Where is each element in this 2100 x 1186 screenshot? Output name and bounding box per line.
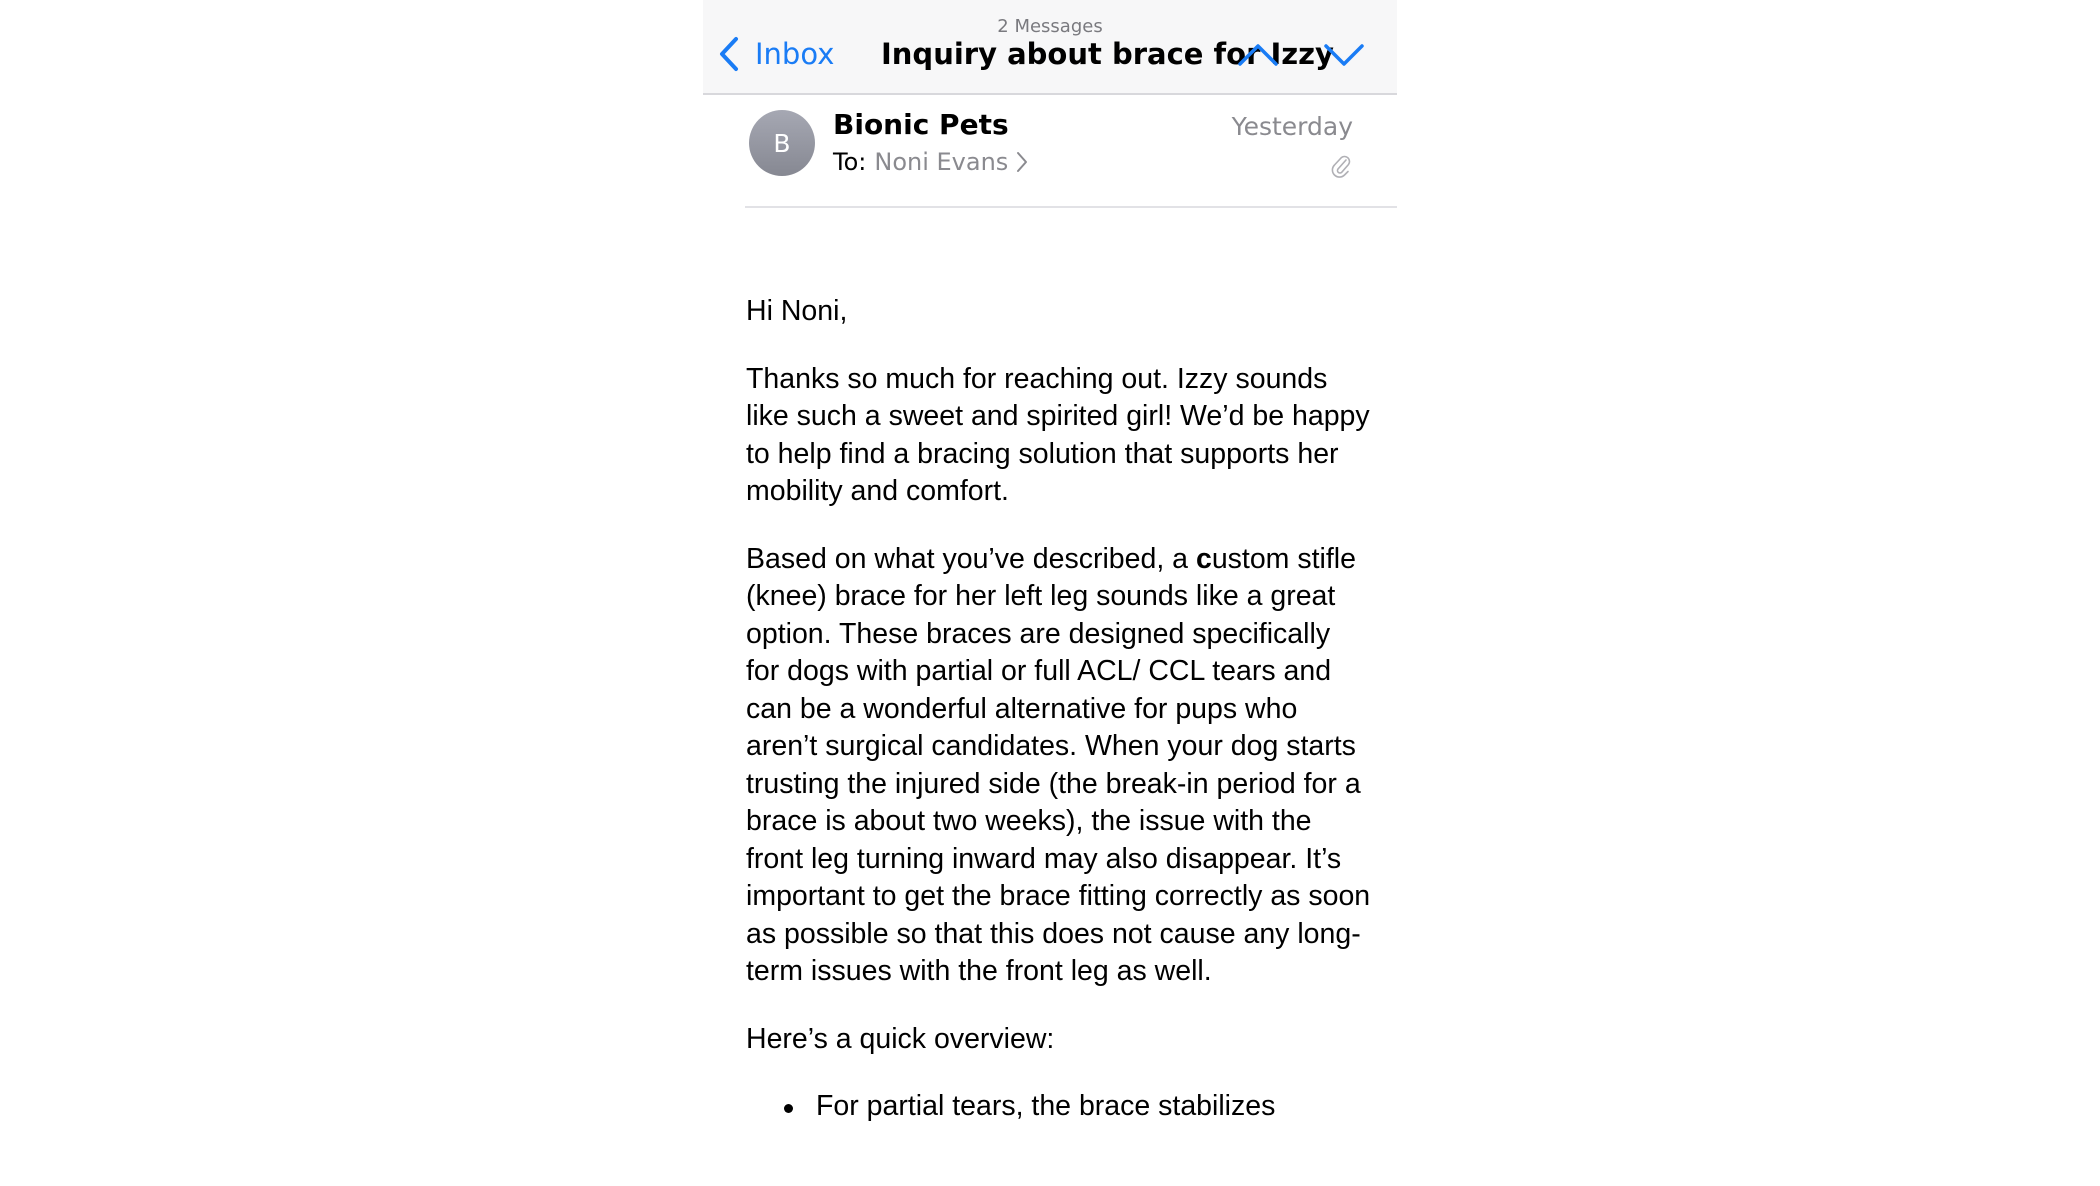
next-message-arrow-icon[interactable] — [1321, 36, 1367, 72]
recipient-line[interactable] — [833, 148, 1028, 176]
greeting: Hi Noni, — [746, 295, 848, 327]
navigation-bar — [703, 0, 1397, 95]
overview-list — [746, 1088, 1371, 1126]
chevron-right-icon — [1016, 151, 1028, 173]
recipient-name[interactable]: Noni Evans — [874, 148, 1009, 176]
chevron-left-icon — [717, 35, 741, 73]
message-body — [746, 293, 1371, 1126]
mail-message-view — [703, 0, 1397, 1186]
avatar: B — [749, 110, 815, 176]
previous-message-arrow-icon[interactable] — [1235, 36, 1281, 72]
list-item: For partial tears, the brace stabilizes — [816, 1088, 1371, 1126]
subject-title: Inquiry about brace for Izzy — [881, 37, 1334, 71]
message-count: 2 Messages — [997, 16, 1103, 37]
back-to-inbox-button[interactable] — [717, 34, 834, 74]
paperclip-icon — [1331, 152, 1351, 178]
paragraph-2-bold: c — [1195, 542, 1212, 575]
sender-name[interactable]: Bionic Pets — [833, 108, 1009, 141]
message-header — [745, 94, 1397, 208]
paragraph-2-prefix: Based on what you’ve described, a — [746, 542, 1196, 575]
to-label: To: — [833, 148, 867, 176]
back-label: Inbox — [755, 37, 835, 71]
overview-heading: Here’s a quick overview: — [746, 1022, 1055, 1055]
message-date: Yesterday — [1231, 112, 1353, 141]
body-paragraph-2 — [746, 541, 1371, 991]
body-paragraph-1: Thanks so much for reaching out. Izzy sounds like such a sweet and spirited girl! We’d be happy to help find a bracing solution that supports her mobility and comfort. — [746, 362, 1370, 507]
paragraph-2-rest: ustom stifle (knee) brace for her left leg sounds like a great option. These braces are designed specifically for dogs with partial or full ACL/ CCL tears and can be a wonderful alternative for pups who aren’t surgical candidates. When your dog starts trusting the injured side (the break-in period for a brace is about two weeks), the issue with the front leg turning inward may also disappear. It’s important to get the brace fitting correctly as soon as possible so that this does not cause any long-term issues with the front leg as well. — [746, 542, 1371, 987]
